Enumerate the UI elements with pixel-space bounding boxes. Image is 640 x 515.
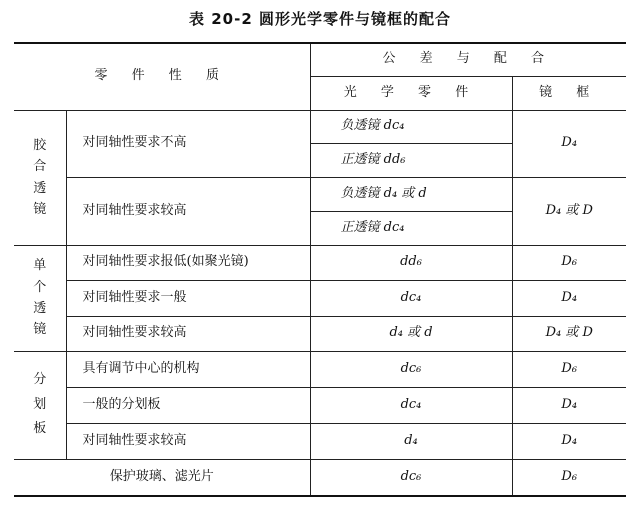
part-cell [310, 459, 512, 496]
frame-cell [512, 387, 626, 423]
row-desc: 一般的分划板 [82, 396, 161, 412]
frame-cell [512, 177, 626, 245]
table-row [14, 316, 626, 351]
table-caption: 表 20-2 圆形光学零件与镜框的配合 [189, 10, 451, 28]
frame-fit: D₆ [561, 468, 578, 484]
pos-lens-fit: 正透镜 dc₄ [340, 219, 405, 235]
group-reticle: 分划板 [33, 371, 48, 437]
frame-fit: D₄ [561, 289, 578, 305]
frame-cell [512, 245, 626, 280]
row-desc: 保护玻璃、滤光片 [109, 468, 214, 484]
table-row [14, 351, 626, 387]
part-cell [310, 387, 512, 423]
desc-cell [66, 245, 310, 280]
part-cell [310, 423, 512, 459]
part-fit: dc₆ [400, 360, 422, 376]
frame-fit: D₆ [561, 360, 578, 376]
table-row [14, 459, 626, 496]
table-row [14, 245, 626, 280]
group-single-lens: 单个透镜 [33, 258, 48, 338]
pos-lens-cell [310, 211, 512, 245]
frame-fit: D₄ [561, 396, 578, 412]
table-row [14, 177, 626, 211]
pos-lens-cell [310, 143, 512, 177]
row-desc: 对同轴性要求较高 [82, 432, 187, 448]
neg-lens-fit: 负透镜 dc₄ [340, 118, 405, 134]
frame-header-cell [512, 76, 626, 110]
part-cell [310, 280, 512, 316]
desc-cell [14, 459, 310, 496]
row-desc: 对同轴性要求报低(如聚光镜) [82, 254, 249, 270]
optical-part-header: 光 学 零 件 [343, 84, 479, 100]
row-desc: 对同轴性要求一般 [82, 289, 187, 305]
frame-cell [512, 280, 626, 316]
table-row [14, 387, 626, 423]
part-cell [310, 351, 512, 387]
frame-cell [512, 423, 626, 459]
table-row [14, 110, 626, 143]
desc-cell [66, 351, 310, 387]
frame-fit: D₆ [561, 254, 578, 270]
group-single-lens-cell [14, 245, 66, 351]
part-fit: d₄ [404, 432, 418, 448]
frame-cell [512, 351, 626, 387]
frame-fit: D₄ [561, 432, 578, 448]
fit-table [14, 42, 626, 497]
frame-cell [512, 110, 626, 177]
desc-cell [66, 316, 310, 351]
neg-lens-cell [310, 110, 512, 143]
row-desc: 具有调节中心的机构 [82, 360, 200, 376]
part-fit: dc₆ [400, 468, 422, 484]
group-reticle-cell [14, 351, 66, 459]
group-cemented-lens: 胶合透镜 [33, 137, 48, 217]
part-cell [310, 245, 512, 280]
desc-cell [66, 280, 310, 316]
frame-header: 镜 框 [539, 84, 600, 100]
header-row-1 [14, 43, 626, 76]
table-row [14, 280, 626, 316]
tolerance-fit-header: 公 差 与 配 合 [382, 51, 555, 67]
part-fit: dd₆ [400, 254, 422, 270]
table-row [14, 423, 626, 459]
frame-fit: D₄ 或 D [545, 202, 593, 218]
part-fit: dc₄ [400, 396, 422, 412]
row-desc: 对同轴性要求较高 [82, 325, 187, 341]
desc-cell [66, 423, 310, 459]
property-header-cell [14, 43, 310, 110]
neg-lens-cell [310, 177, 512, 211]
group-cemented-lens-cell [14, 110, 66, 245]
frame-cell [512, 316, 626, 351]
frame-cell [512, 459, 626, 496]
optical-part-header-cell [310, 76, 512, 110]
neg-lens-fit: 负透镜 d₄ 或 d [340, 185, 427, 201]
desc-cell [66, 387, 310, 423]
frame-fit: D₄ 或 D [545, 325, 593, 341]
part-fit: dc₄ [400, 289, 422, 305]
desc-cell [66, 110, 310, 177]
row-desc: 对同轴性要求不高 [82, 135, 187, 151]
frame-fit: D₄ [561, 135, 578, 151]
row-desc: 对同轴性要求较高 [82, 202, 187, 218]
tolerance-fit-header-cell [310, 43, 626, 76]
property-header: 零 件 性 质 [94, 68, 229, 84]
part-fit: d₄ 或 d [389, 325, 433, 341]
pos-lens-fit: 正透镜 dd₆ [340, 151, 406, 167]
part-cell [310, 316, 512, 351]
desc-cell [66, 177, 310, 245]
